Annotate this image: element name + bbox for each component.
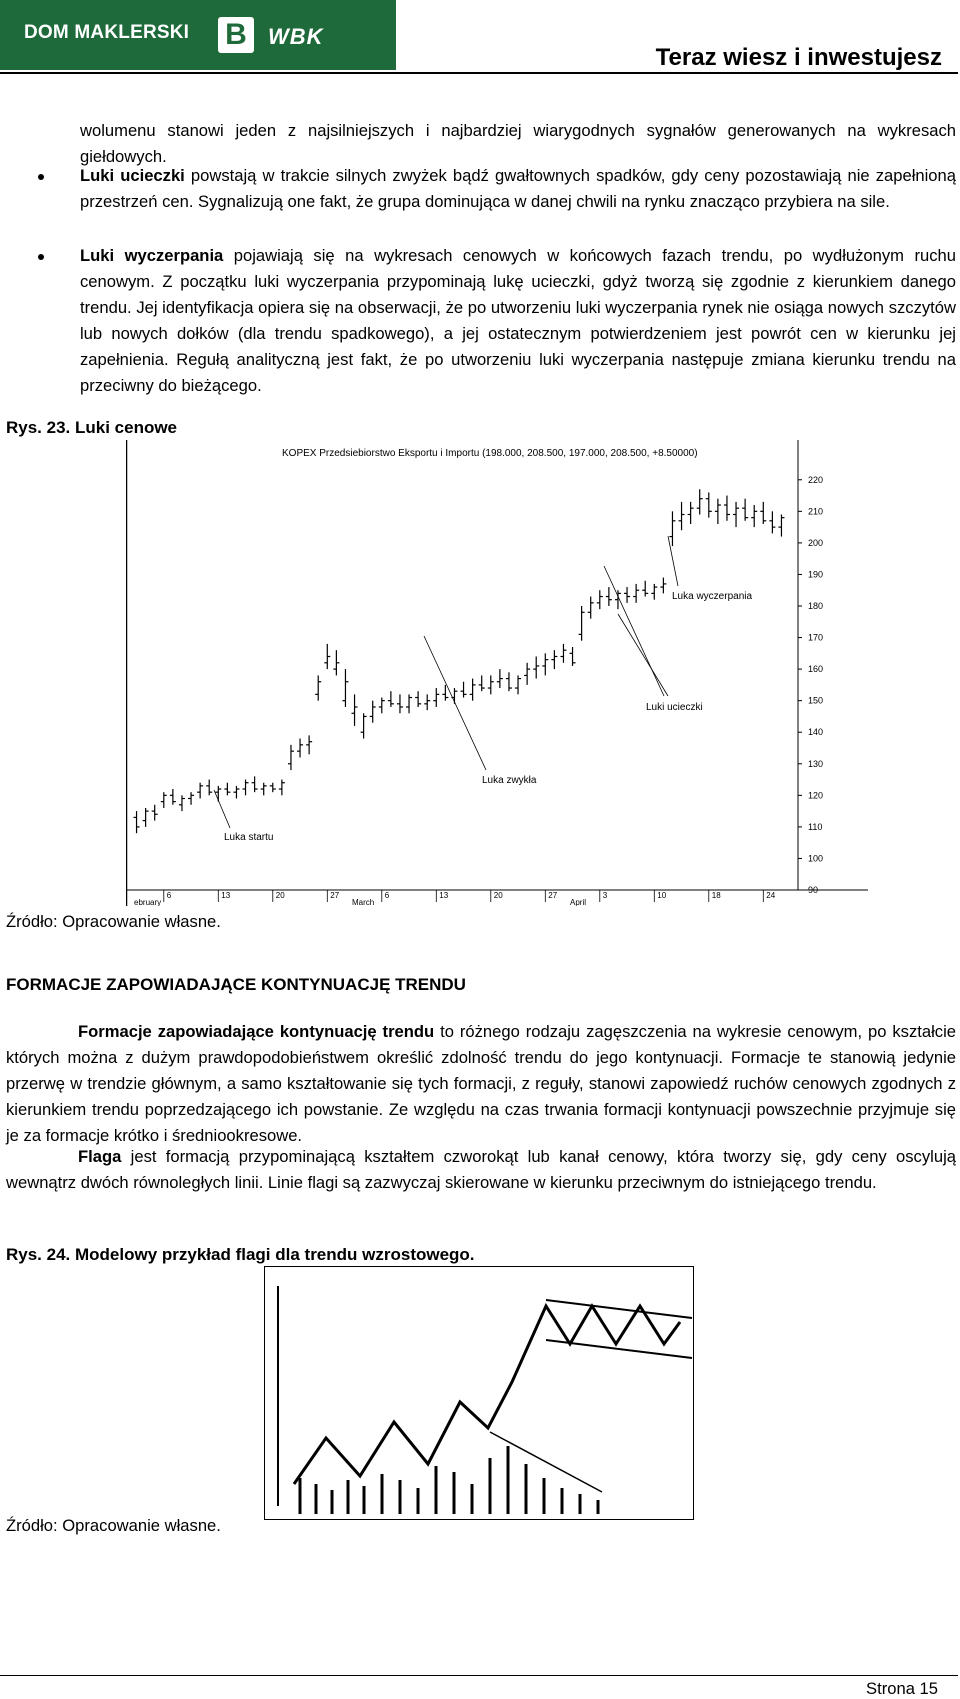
figure-23-source: Źródło: Opracowanie własne. xyxy=(6,912,221,931)
figure-23-title: Rys. 23. Luki cenowe xyxy=(6,418,178,437)
annotation-luka-zwykla: Luka zwykła xyxy=(482,775,537,786)
x-tick-label: 3 xyxy=(602,891,608,900)
diagram-frame xyxy=(265,1267,694,1520)
y-tick-label: 190 xyxy=(808,569,824,580)
annotation-luki-ucieczki: Luki ucieczki xyxy=(646,702,703,713)
bullet-luki-ucieczki xyxy=(80,163,956,215)
page-number: Strona 15 xyxy=(866,1679,938,1698)
paragraph-term: Flaga xyxy=(78,1147,122,1166)
x-tick-label: 13 xyxy=(439,891,449,900)
annotation-luka-startu: Luka startu xyxy=(224,832,274,843)
section-heading: FORMACJE ZAPOWIADAJĄCE KONTYNUACJĘ TRENDU xyxy=(6,975,466,994)
flag-diagram xyxy=(264,1266,694,1520)
paragraph-text: jest formacją przypominającą kształtem czworokąt lub kanał cenowy, która tworzy się, gdy ceny oscylują wewnątrz dwóch równoległych linii. Linie flagi są zazwyczaj skierowane w kierunku przeciwnym do istniejącego trendu. xyxy=(6,1147,956,1192)
y-tick-label: 120 xyxy=(808,790,824,801)
x-tick-label: 13 xyxy=(221,891,231,900)
logo-wbk: WBK xyxy=(268,24,324,49)
header-divider xyxy=(0,72,958,74)
section-paragraph-1 xyxy=(6,1019,956,1149)
header-slogan: Teraz wiesz i inwestujesz xyxy=(655,44,942,71)
footer-divider xyxy=(0,1675,958,1676)
y-tick-label: 150 xyxy=(808,695,824,706)
y-tick-label: 140 xyxy=(808,727,824,738)
x-tick-label: 10 xyxy=(657,891,667,900)
intro-paragraph: wolumenu stanowi jeden z najsilniejszych i najbardziej wiarygodnych sygnałów generowanych na wykresach giełdowych. xyxy=(80,121,956,166)
figure-24-source: Źródło: Opracowanie własne. xyxy=(6,1516,221,1535)
x-tick-label: 20 xyxy=(275,891,285,900)
bullet-text: pojawiają się na wykresach cenowych w końcowych fazach trendu, po wydłużonym ruchu cenowym. Z początku luki wyczerpania przypominają lukę ucieczki, gdyż tworzą się zgodnie z kierunkiem danego trendu. Jej identyfikacja opiera się na obserwacji, że po utworzeniu luki wyczerpania rynek nie osiąga nowych szczytów lub nowych dołków (dla trendu spadkowego), a jej ostatecznym potwierdzeniem jest powrót cen w kierunku jej zapełnienia. Regułą analityczną jest fakt, że po utworzeniu luki wyczerpania następuje zmiana kierunku trendu na przeciwny do bieżącego. xyxy=(80,246,956,395)
x-tick-label: 24 xyxy=(766,891,776,900)
paragraph-text: to różnego rodzaju zagęszczenia na wykresie cenowym, po kształcie których można z dużym prawdopodobieństwem określić zdolność trendu do jego kontynuacji. Formacje te stanowią jedynie przerwę w trendzie głównym, a samo kształtowanie się tych formacji, z reguły, stanowi zapowiedź ruchów cenowych zgodnych z kierunkiem trendu poprzedzającego ich powstanie. Ze względu na czas trwania formacji kontynuacji powszechnie przyjmuje się je za formacje krótko i średniookresowe. xyxy=(6,1022,956,1145)
y-tick-label: 160 xyxy=(808,664,824,675)
logo-badge: B xyxy=(218,17,254,53)
y-tick-label: 110 xyxy=(808,821,823,832)
bullet-dot xyxy=(38,254,44,260)
x-month-label: ebruary xyxy=(134,898,162,906)
y-tick-label: 100 xyxy=(808,853,824,864)
x-tick-label: 27 xyxy=(548,891,558,900)
section-paragraph-2 xyxy=(6,1144,956,1196)
chart-title: KOPEX Przedsiebiorstwo Eksportu i Importu (198.000, 208.500, 197.000, 208.500, +8.50000) xyxy=(282,448,698,459)
x-tick-label: 18 xyxy=(711,891,721,900)
x-tick-label: 20 xyxy=(493,891,503,900)
y-tick-label: 170 xyxy=(808,632,824,643)
bullet-luki-wyczerpania xyxy=(80,243,956,399)
x-tick-label: 6 xyxy=(384,891,390,900)
y-tick-label: 90 xyxy=(808,885,819,895)
x-month-label: April xyxy=(570,898,587,906)
annotation-luka-wyczerpania: Luka wyczerpania xyxy=(672,591,753,602)
y-tick-label: 210 xyxy=(808,506,824,517)
x-month-label: March xyxy=(352,898,375,906)
bullet-dot xyxy=(38,174,44,180)
y-tick-label: 200 xyxy=(808,537,824,548)
y-tick-label: 180 xyxy=(808,601,824,611)
bullet-text: powstają w trakcie silnych zwyżek bądź gwałtownych spadków, gdy ceny pozostawiają nie zapełnioną przestrzeń cen. Sygnalizują one fakt, że grupa dominująca w danej chwili na rynku znacząco przybiera na sile. xyxy=(80,166,956,211)
logo-text: DOM MAKLERSKI xyxy=(24,22,190,43)
y-tick-label: 130 xyxy=(808,758,824,769)
bullet-term: Luki ucieczki xyxy=(80,166,185,185)
figure-24-title: Rys. 24. Modelowy przykład flagi dla trendu wzrostowego. xyxy=(6,1245,475,1264)
y-tick-label: 220 xyxy=(808,474,824,485)
x-tick-label: 6 xyxy=(166,891,172,900)
paragraph-term: Formacje zapowiadające kontynuację trendu xyxy=(78,1022,435,1041)
brand-logo xyxy=(0,0,396,70)
x-tick-label: 27 xyxy=(330,891,340,900)
gap-chart xyxy=(126,440,868,906)
bullet-term: Luki wyczerpania xyxy=(80,246,224,265)
